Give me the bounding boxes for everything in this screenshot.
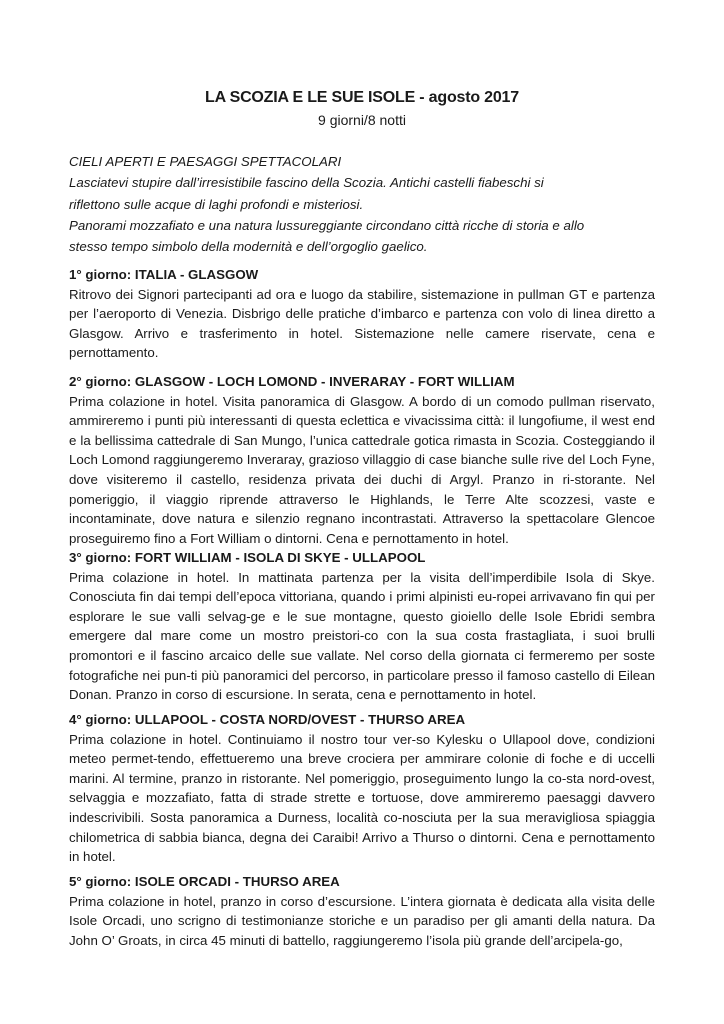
- intro-line: riflettono sulle acque di laghi profondi e misteriosi.: [69, 196, 364, 212]
- day-2-heading: 2° giorno: GLASGOW - LOCH LOMOND - INVERARAY - FORT WILLIAM: [69, 374, 515, 389]
- document-title: LA SCOZIA E LE SUE ISOLE - agosto 2017: [205, 89, 519, 106]
- day-2-section: [69, 372, 655, 548]
- document-subtitle: 9 giorni/8 notti: [318, 112, 406, 128]
- intro-line: Lasciatevi stupire dall’irresistibile fascino della Scozia. Antichi castelli fiabeschi si: [69, 175, 544, 191]
- day-1-text: Ritrovo dei Signori partecipanti ad ora e luogo da stabilire, sistemazione in pullman GT e partenza per l’aeroporto di Venezia. Disbrigo delle pratiche d’imbarco e partenza con volo di linea diretto a Glasgow. Arrivo e trasferimento in hotel. Sistemazione nelle camere riservate, cena e pernottamento.: [69, 286, 655, 361]
- day-4-text: Prima colazione in hotel. Continuiamo il nostro tour ver-so Kylesku o Ullapool dove, condizioni meteo permet-tendo, effettueremo una breve crociera per ammirare colonie di foche e di uccelli marini. Al termine, pranzo in ristorante. Nel pomeriggio, proseguimento lungo la co-sta nord-ovest, selvaggia e mozzafiato, fatta di strade strette e tortuose, dove ammireremo paesaggi davvero indescrivibili. Sosta panoramica a Durness, località co-nosciuta per la sua meravigliosa spiaggia chilometrica di sabbia bianca, degna dei Caraibi! Arrivo a Thurso o dintorni. Cena e pernottamento in hotel.: [69, 731, 655, 865]
- day-4-section: [69, 710, 655, 867]
- day-5-heading: 5° giorno: ISOLE ORCADI - THURSO AREA: [69, 874, 340, 889]
- intro-line: Panorami mozzafiato e una natura lussureggiante circondano città ricche di storia e allo: [69, 217, 585, 233]
- day-3-heading: 3° giorno: FORT WILLIAM - ISOLA DI SKYE - ULLAPOOL: [69, 550, 426, 565]
- day-2-text: Prima colazione in hotel. Visita panoramica di Glasgow. A bordo di un comodo pullman riservato, ammireremo i punti più interessanti di questa eclettica e vivacissima città: il lungofiume, il west end e la bellissima cattedrale di San Mungo, l’unica cattedrale gotica rimasta in Scozia. Costeggiando il Loch Lomond raggiungeremo Inveraray, grazioso villaggio di case bianche sulle rive del Loch Fyne, dove visiteremo il castello, residenza privata dei duchi di Argyl. Pranzo in ri-storante. Nel pomeriggio, il viaggio riprende attraverso le Highlands, le Terre Alte scozzesi, vaste e incontaminate, dove natura e silenzio regnano incontrastati. Attraverso la spettacolare Glencoe proseguiremo fino a Fort William o dintorni. Cena e pernottamento in hotel.: [69, 393, 655, 546]
- intro-heading: CIELI APERTI E PAESAGGI SPETTACOLARI: [69, 154, 342, 169]
- day-1-heading: 1° giorno: ITALIA - GLASGOW: [69, 267, 259, 282]
- day-5-text: Prima colazione in hotel, pranzo in corso d’escursione. L’intera giornata è dedicata alla visita delle Isole Orcadi, uno scrigno di testimonianze storiche e un paradiso per gli amanti della natura. Da John O’ Groats, in circa 45 minuti di battello, raggiungeremo l’isola più grande dell’arcipela-go,: [69, 893, 655, 948]
- day-4-heading: 4° giorno: ULLAPOOL - COSTA NORD/OVEST - THURSO AREA: [69, 712, 466, 727]
- day-1-section: [69, 265, 655, 363]
- day-3-section: [69, 548, 655, 705]
- intro-section: [69, 151, 659, 257]
- day-5-section: [69, 872, 655, 950]
- intro-line: stesso tempo simbolo della modernità e dell’orgoglio gaelico.: [69, 239, 428, 255]
- day-3-text: Prima colazione in hotel. In mattinata partenza per la visita dell’imperdibile Isola di Skye. Conosciuta fin dai tempi dell’epoca vittoriana, quando i primi alpinisti eu-ropei arrivavano fin qui per esplorare le sue valli selvag-ge e le sue montagne, questo gioiello delle Isole Ebridi sembra emergere dal mare come un mostro preistori-co con la sua costa frastagliata, i suoi brulli promontori e il fascino arcaico delle sue vallate. Nel corso della giornata ci fermeremo per soste fotografiche nei pun-ti più panoramici del percorso, in particolare presso il famoso castello di Eilean Donan. Pranzo in corso di escursione. In serata, cena e pernottamento in hotel.: [69, 569, 655, 703]
